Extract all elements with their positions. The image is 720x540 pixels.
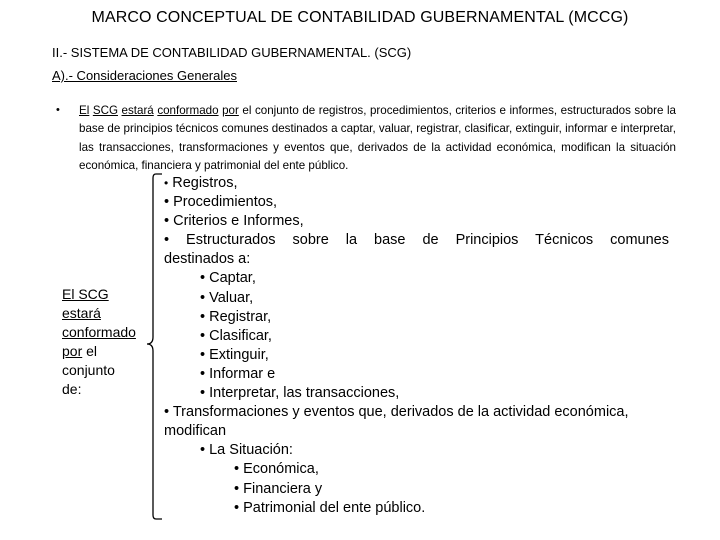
list-item-cont: destinados a: [164, 251, 251, 268]
label-line-4: por [62, 343, 83, 359]
list-item: • Informar e [200, 365, 276, 382]
label-line-1: El SCG [62, 286, 109, 302]
bullet-icon: • [234, 480, 240, 497]
label-line-4-rest: el [82, 343, 98, 359]
bullet-icon: • [200, 327, 206, 344]
subsection-heading: A).- Consideraciones Generales [52, 68, 237, 83]
list-item: • Interpretar, las transacciones, [200, 385, 400, 402]
page-title: MARCO CONCEPTUAL DE CONTABILIDAD GUBERNAMENTAL (MCCG) [91, 9, 629, 26]
component-list [164, 174, 669, 518]
bullet-icon: • [164, 213, 170, 230]
label-line-2: estará [62, 305, 101, 321]
bullet-icon: • [200, 385, 206, 402]
paragraph-bullet: • [56, 104, 60, 116]
para-word-conformado: conformado [157, 104, 219, 117]
scg-label [62, 285, 157, 399]
bullet-icon: • [164, 404, 170, 421]
list-item: • Estructurados sobre la base de Principios Técnicos comunes [164, 232, 669, 249]
para-word-el: El [79, 104, 90, 117]
list-item: • Registrar, [200, 308, 272, 325]
definition-paragraph [79, 102, 676, 175]
bullet-icon: • [200, 270, 206, 287]
bullet-icon: • [200, 308, 206, 325]
list-item: • Procedimientos, [164, 194, 278, 211]
bullet-icon: • [164, 194, 170, 211]
bullet-icon: • [200, 365, 206, 382]
list-item: • Clasificar, [200, 327, 272, 344]
list-item: • Captar, [200, 270, 256, 287]
bullet-icon: • [234, 499, 240, 516]
list-item: • Financiera y [234, 480, 323, 497]
list-item: • Valuar, [200, 289, 254, 306]
para-body: el conjunto de registros, procedimientos, criterios e informes, estructurados sobre la base de principios técnicos comunes destinados a captar, valuar, registrar, clasificar, extinguir, informar e interpretar, las transacciones, transformaciones y eventos que, derivados de la actividad económica, modifican la situación económica, financiera y patrimonial del ente público. [79, 104, 676, 172]
list-item: • Extinguir, [200, 346, 269, 363]
bullet-icon: • [234, 461, 240, 478]
list-item-cont: modifican [164, 423, 227, 440]
list-item: • La Situación: [200, 442, 293, 459]
bullet-icon: • [200, 442, 206, 459]
list-item: • Patrimonial del ente público. [234, 499, 426, 516]
bullet-icon: • [200, 346, 206, 363]
section-heading: II.- SISTEMA DE CONTABILIDAD GUBERNAMENTAL. (SCG) [52, 45, 412, 60]
para-word-por: por [222, 104, 239, 117]
list-item: • Registros, [164, 175, 238, 191]
left-brace-icon [146, 172, 164, 522]
para-word-estara: estará [121, 104, 154, 117]
list-item: • Transformaciones y eventos que, derivados de la actividad económica, [164, 404, 629, 421]
label-line-5: conjunto [62, 362, 115, 378]
label-line-3: conformado [62, 324, 136, 340]
bullet-icon: • [200, 289, 206, 306]
para-word-scg: SCG [92, 104, 118, 117]
bullet-icon: • [164, 176, 169, 190]
label-line-6: de: [62, 381, 82, 397]
list-item: • Criterios e Informes, [164, 213, 304, 230]
list-item: • Económica, [234, 461, 319, 478]
